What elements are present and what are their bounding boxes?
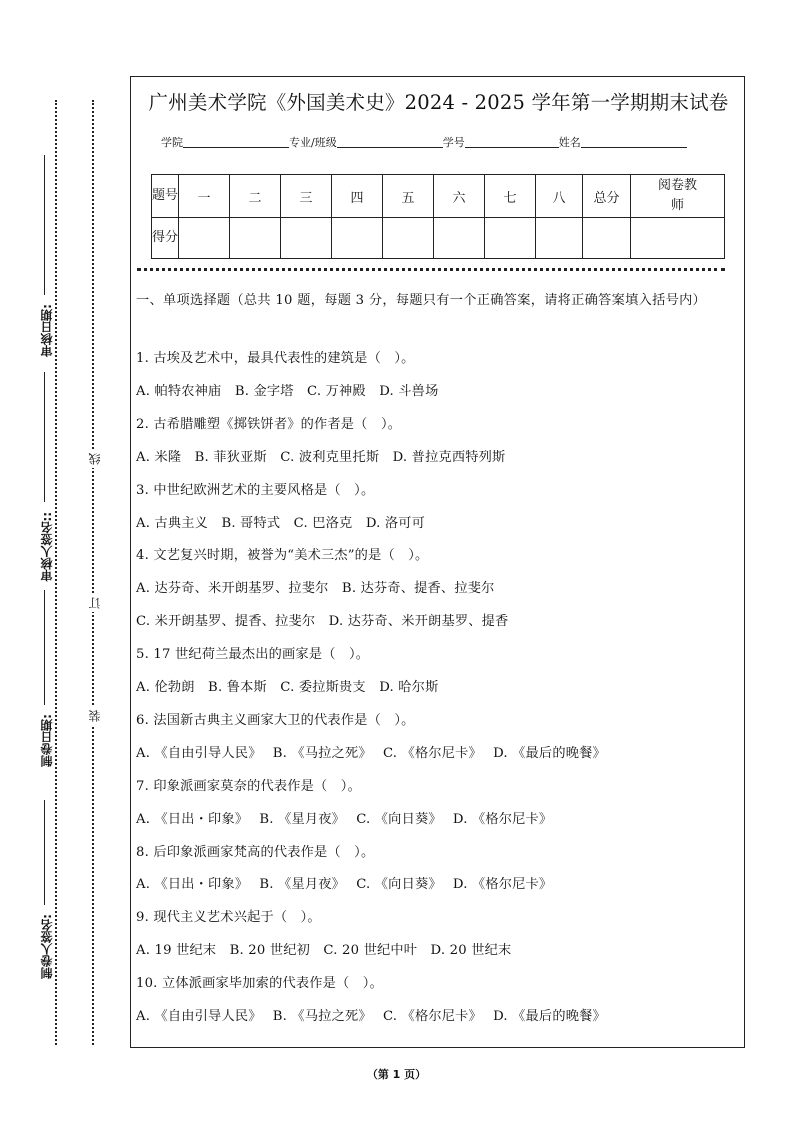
score-cell[interactable]: [281, 218, 332, 259]
exam-paper-frame: [130, 76, 745, 1048]
question-text: 6. 法国新古典主义画家大卫的代表作是（ ）。: [136, 712, 415, 728]
answer-options: A. 米隆 B. 菲狄亚斯 C. 波利克里托斯 D. 普拉克西特列斯: [136, 449, 506, 465]
question-text: 7. 印象派画家莫奈的代表作是（ ）。: [136, 778, 361, 794]
question-text: 5. 17 世纪荷兰最杰出的画家是（ ）。: [136, 647, 370, 663]
page-number: （第 1 页）: [366, 1068, 427, 1081]
name-label: 姓名: [558, 136, 581, 149]
score-cell[interactable]: [383, 218, 434, 259]
answer-options: A. 《自由引导人民》 B. 《马拉之死》 C. 《格尔尼卡》 D. 《最后的晚餐》: [136, 1009, 606, 1024]
score-cell[interactable]: [179, 218, 230, 259]
col-header: 三: [281, 175, 332, 218]
student-id-label: 学号: [442, 136, 465, 149]
binding-dotted-line-inner: [92, 100, 94, 1045]
col-header: 七: [485, 175, 536, 218]
binding-margin: [0, 0, 120, 1122]
school-field[interactable]: [183, 135, 289, 148]
answer-options: A. 伦勃朗 B. 鲁本斯 C. 委拉斯贵支 D. 哈尔斯: [136, 680, 439, 695]
grader-header: 阅卷教师: [631, 175, 725, 218]
section-title: 一、单项选择题（总共 10 题，每题 3 分，每题只有一个正确答案，请将正确答案填入括号内）: [136, 293, 707, 308]
total-score-cell[interactable]: [583, 218, 631, 259]
answer-options: A. 达芬奇、米开朗基罗、拉斐尔 B. 达芬奇、提香、拉斐尔: [136, 581, 495, 597]
col-header: 四: [332, 175, 383, 218]
compile-date-label: 制卷日期:: [38, 710, 55, 771]
binding-char-zhuang: 装: [86, 707, 103, 725]
question-text: 10. 立体派画家毕加索的代表作是（ ）。: [136, 976, 383, 992]
score-cell[interactable]: [536, 218, 583, 259]
col-header: 五: [383, 175, 434, 218]
student-info-row: [161, 134, 687, 150]
score-cell[interactable]: [434, 218, 485, 259]
binding-char-ding: 订: [86, 594, 103, 612]
question-number-label: 题号: [152, 175, 179, 218]
compiler-signature-label: 制卷人签名:: [38, 910, 55, 983]
question-text: 8. 后印象派画家梵高的代表作是（ ）。: [136, 844, 375, 860]
school-label: 学院: [161, 136, 183, 149]
reviewer-signature-label: 审核人签名::: [38, 508, 55, 586]
grader-cell[interactable]: [631, 218, 725, 259]
col-header: 二: [230, 175, 281, 218]
dotted-separator: [137, 268, 725, 271]
exam-title: 广州美术学院《外国美术史》2024 - 2025 学年第一学期期末试卷: [148, 91, 729, 114]
review-date-line: [44, 155, 45, 295]
question-text: 4. 文艺复兴时期，被誉为“美术三杰”的是（ ）。: [136, 548, 429, 564]
reviewer-signature-line: [44, 372, 45, 502]
compile-date-line: [44, 590, 45, 705]
name-field[interactable]: [581, 135, 687, 148]
score-cell[interactable]: [332, 218, 383, 259]
answer-options: A. 帕特农神庙 B. 金字塔 C. 万神殿 D. 斗兽场: [136, 383, 439, 399]
score-cell[interactable]: [230, 218, 281, 259]
question-text: 1. 古埃及艺术中，最具代表性的建筑是（ ）。: [136, 351, 415, 366]
major-label: 专业/班级: [289, 136, 337, 149]
review-date-label: 审核日期:: [38, 300, 55, 361]
question-text: 9. 现代主义艺术兴起于（ ）。: [136, 910, 321, 926]
answer-options: A. 古典主义 B. 哥特式 C. 巴洛克 D. 洛可可: [136, 515, 426, 531]
score-table-score-row: [152, 218, 725, 259]
score-label: 得分: [152, 218, 179, 259]
question-text: 2. 古希腊雕塑《掷铁饼者》的作者是（ ）。: [136, 416, 402, 432]
student-id-field[interactable]: [465, 135, 559, 148]
question-text: 3. 中世纪欧洲艺术的主要风格是（ ）。: [136, 482, 375, 498]
col-header: 八: [536, 175, 583, 218]
answer-options: A. 《日出・印象》 B. 《星月夜》 C. 《向日葵》 D. 《格尔尼卡》: [136, 811, 553, 827]
answer-options: A. 《自由引导人民》 B. 《马拉之死》 C. 《格尔尼卡》 D. 《最后的晚餐》: [136, 745, 606, 761]
score-table-header-row: [152, 175, 725, 218]
score-cell[interactable]: [485, 218, 536, 259]
compiler-signature-line: [44, 800, 45, 905]
answer-options: C. 米开朗基罗、提香、拉斐尔 D. 达芬奇、米开朗基罗、提香: [136, 614, 509, 630]
binding-dotted-line-outer: [55, 100, 57, 1045]
col-header: 六: [434, 175, 485, 218]
col-header: 一: [179, 175, 230, 218]
answer-options: A. 《日出・印象》 B. 《星月夜》 C. 《向日葵》 D. 《格尔尼卡》: [136, 877, 553, 893]
major-field[interactable]: [337, 135, 443, 148]
binding-char-xian: 线: [86, 450, 103, 468]
answer-options: A. 19 世纪末 B. 20 世纪初 C. 20 世纪中叶 D. 20 世纪末: [136, 943, 512, 959]
score-table: [151, 174, 725, 259]
question-content: [136, 290, 742, 1024]
total-score-header: 总分: [583, 175, 631, 218]
